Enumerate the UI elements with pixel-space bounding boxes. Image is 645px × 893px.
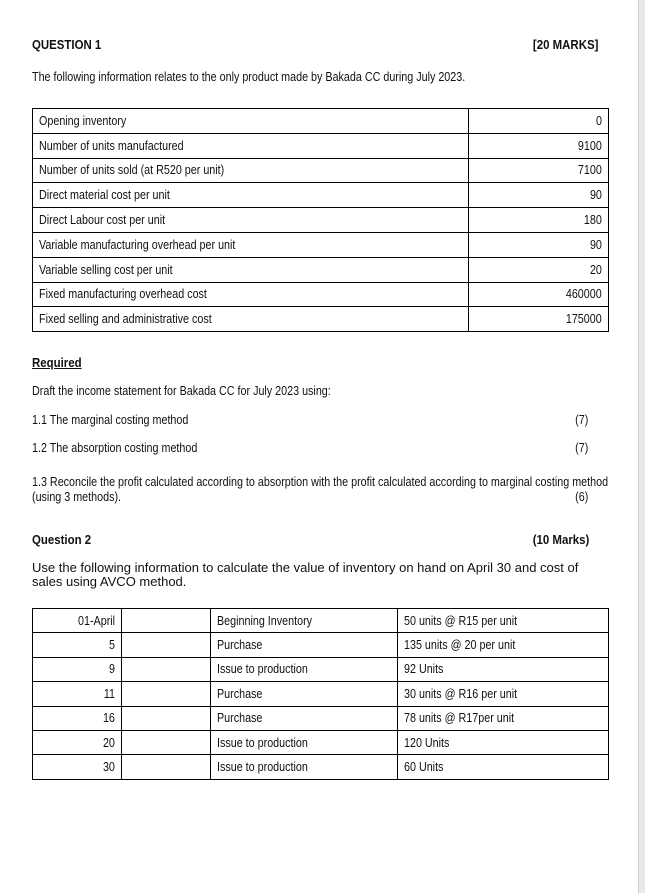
cost-item-value: 0 — [469, 109, 609, 134]
question2-table — [32, 608, 609, 780]
table-row — [33, 232, 609, 257]
cost-item-label: Direct Labour cost per unit — [33, 208, 469, 233]
cost-item-value: 7100 — [469, 158, 609, 183]
item-1-3-text-cont: (using 3 methods). — [32, 490, 122, 504]
empty-cell — [122, 633, 211, 657]
cost-item-value: 460000 — [469, 282, 609, 307]
transaction-type: Purchase — [211, 706, 398, 730]
cost-item-value: 175000 — [469, 307, 609, 332]
empty-cell — [122, 755, 211, 779]
table-row — [33, 755, 609, 779]
item-1-2-marks: (7) — [574, 441, 588, 455]
page-edge — [638, 0, 645, 893]
transaction-date: 20 — [33, 730, 122, 754]
required-heading: Required — [32, 355, 82, 370]
transaction-type: Issue to production — [211, 730, 398, 754]
empty-cell — [122, 609, 211, 633]
item-1-2-text: 1.2 The absorption costing method — [32, 441, 198, 455]
transaction-detail: 30 units @ R16 per unit — [398, 682, 609, 706]
table-row — [33, 282, 609, 307]
transaction-detail: 78 units @ R17per unit — [398, 706, 609, 730]
cost-item-value: 20 — [469, 257, 609, 282]
transaction-type: Issue to production — [211, 755, 398, 779]
table-row — [33, 158, 609, 183]
transaction-detail: 120 Units — [398, 730, 609, 754]
cost-item-label: Opening inventory — [33, 109, 469, 134]
table-row — [33, 730, 609, 754]
table-row — [33, 208, 609, 233]
item-1-1-marks: (7) — [574, 413, 588, 427]
transaction-date: 01-April — [33, 609, 122, 633]
table-row — [33, 109, 609, 134]
transaction-detail: 60 Units — [398, 755, 609, 779]
transaction-date: 30 — [33, 755, 122, 779]
transaction-date: 11 — [33, 682, 122, 706]
empty-cell — [122, 657, 211, 681]
question1-intro: The following information relates to the only product made by Bakada CC during July 2023. — [32, 70, 466, 84]
table-row — [33, 307, 609, 332]
cost-item-label: Number of units manufactured — [33, 133, 469, 158]
cost-item-value: 180 — [469, 208, 609, 233]
transaction-type: Beginning Inventory — [211, 609, 398, 633]
transaction-type: Purchase — [211, 682, 398, 706]
item-1-3-marks: (6) — [574, 490, 588, 504]
empty-cell — [122, 682, 211, 706]
empty-cell — [122, 730, 211, 754]
cost-item-label: Direct material cost per unit — [33, 183, 469, 208]
item-1-1-text: 1.1 The marginal costing method — [32, 413, 189, 427]
table-row — [33, 257, 609, 282]
cost-item-value: 90 — [469, 183, 609, 208]
table-row — [33, 633, 609, 657]
cost-item-label: Fixed manufacturing overhead cost — [33, 282, 469, 307]
transaction-detail: 92 Units — [398, 657, 609, 681]
transaction-date: 9 — [33, 657, 122, 681]
table-row — [33, 682, 609, 706]
question2-intro: Use the following information to calculate the value of inventory on hand on April 30 and cost of sales using AVCO method. — [32, 560, 579, 589]
question1-table — [32, 108, 609, 332]
transaction-detail: 135 units @ 20 per unit — [398, 633, 609, 657]
cost-item-label: Variable manufacturing overhead per unit — [33, 232, 469, 257]
transaction-date: 5 — [33, 633, 122, 657]
cost-item-value: 90 — [469, 232, 609, 257]
empty-cell — [122, 706, 211, 730]
cost-item-label: Fixed selling and administrative cost — [33, 307, 469, 332]
table-row — [33, 183, 609, 208]
transaction-detail: 50 units @ R15 per unit — [398, 609, 609, 633]
transaction-type: Issue to production — [211, 657, 398, 681]
question1-marks: [20 MARKS] — [532, 37, 598, 52]
table-row — [33, 133, 609, 158]
transaction-date: 16 — [33, 706, 122, 730]
cost-item-label: Number of units sold (at R520 per unit) — [33, 158, 469, 183]
table-row — [33, 657, 609, 681]
draft-instruction: Draft the income statement for Bakada CC for July 2023 using: — [32, 384, 331, 398]
item-1-3-text: 1.3 Reconcile the profit calculated according to absorption with the profit calculated according to marginal costing method — [32, 475, 609, 489]
question2-title: Question 2 — [32, 532, 92, 547]
table-row — [33, 609, 609, 633]
question2-marks: (10 Marks) — [532, 532, 589, 547]
question1-title: QUESTION 1 — [32, 37, 102, 52]
cost-item-label: Variable selling cost per unit — [33, 257, 469, 282]
cost-item-value: 9100 — [469, 133, 609, 158]
transaction-type: Purchase — [211, 633, 398, 657]
table-row — [33, 706, 609, 730]
